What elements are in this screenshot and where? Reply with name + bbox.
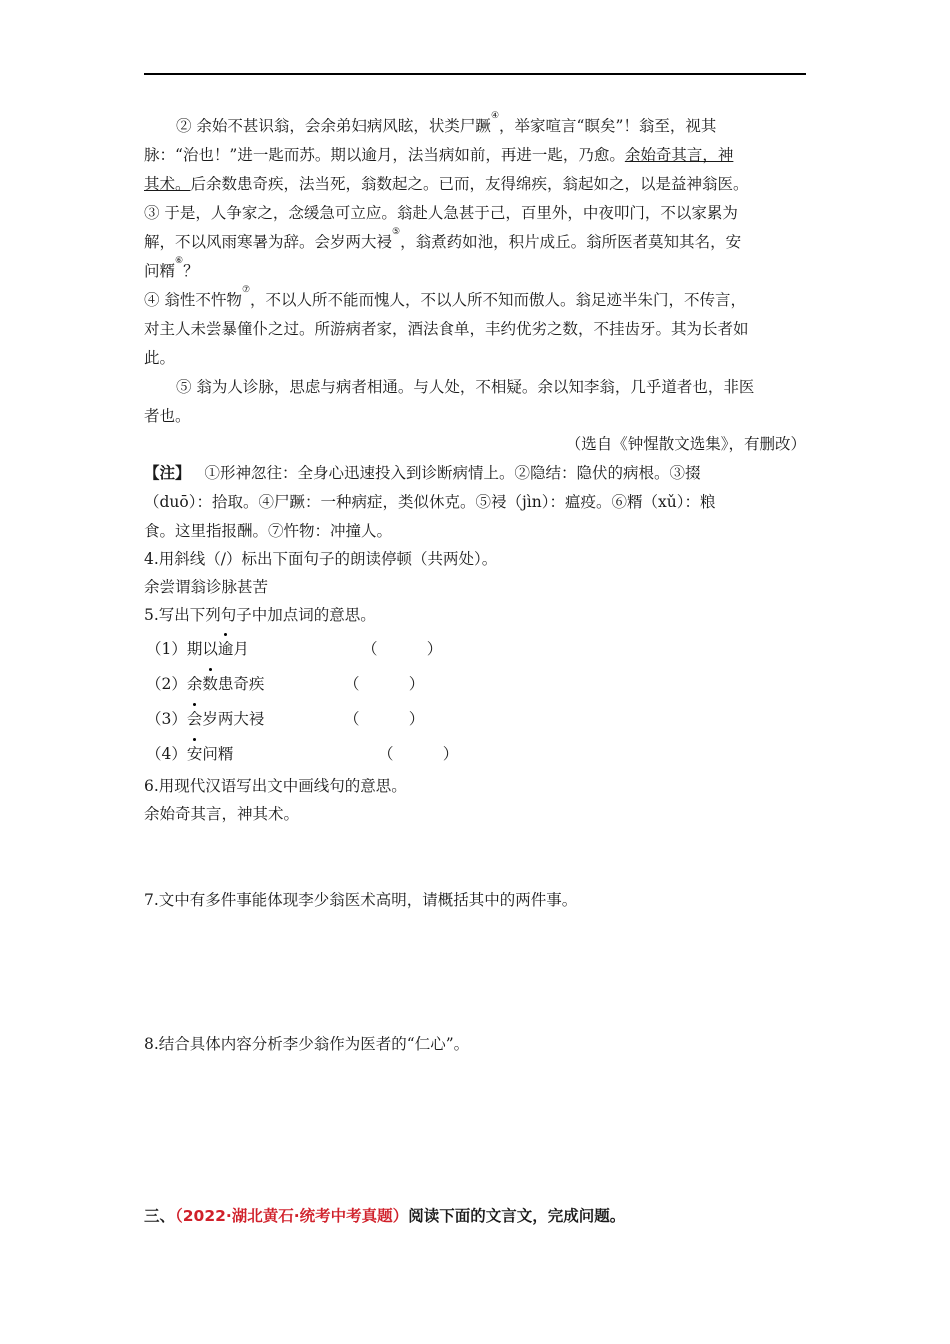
answer-blank[interactable]: （ ） (362, 640, 443, 658)
answer-blank[interactable]: （ ） (344, 675, 425, 693)
dotted-word: 安 (187, 742, 203, 764)
dotted-word: 会 (187, 707, 203, 729)
section-3-source: （2022·湖北黄石·统考中考真题） (175, 1207, 409, 1225)
passage-p5-line1: ⑤ 翁为人诊脉，思虑与病者相通。与人处，不相疑。余以知李翁，几乎道者也，非医 (176, 378, 755, 396)
question-5: 5.写出下列句子中加点词的意思。 (144, 606, 376, 624)
question-4-sentence: 余尝谓翁诊脉甚苦 (144, 578, 269, 596)
passage-p3-line3: 问糈⑥？ (144, 256, 199, 280)
question-6: 6.用现代汉语写出文中画线句的意思。 (144, 777, 407, 795)
answer-blank[interactable]: （ ） (344, 710, 425, 728)
passage-source: （选自《钟惺散文选集》，有删改） (565, 435, 806, 453)
question-6-sentence: 余始奇其言，神其术。 (144, 805, 300, 823)
notes-line3: 食。这里指报酬。⑦忤物：冲撞人。 (144, 522, 393, 540)
passage-p2-line2: 脉：“治也！”进一匙而苏。期以逾月，法当病如前，再进一匙，乃愈。余始奇其言，神 (144, 146, 734, 164)
q5-item-3: （3）会岁两大祲 (146, 707, 264, 729)
answer-blank[interactable]: （ ） (378, 745, 459, 763)
question-8: 8.结合具体内容分析李少翁作为医者的“仁心”。 (144, 1035, 470, 1053)
section-3-heading: 三、（2022·湖北黄石·统考中考真题）阅读下面的文言文，完成问题。 (144, 1207, 626, 1225)
dotted-word: 逾 (218, 637, 234, 659)
notes-label: 【注】 (144, 464, 191, 482)
dotted-word: 数 (202, 672, 218, 694)
passage-p3-line2: 解，不以风雨寒暑为辞。会岁两大祲⑤，翁煮药如池，积片成丘。翁所医者莫知其名，安 (144, 227, 742, 251)
underlined-sentence-part1: 余始奇其言，神 (624, 146, 734, 164)
q5-item-4: （4）安问糈 (146, 742, 233, 764)
passage-p2-line3: 其术。后余数患奇疾，法当死，翁数起之。已而，友得绵疾，翁起如之，以是益神翁医。 (144, 175, 749, 193)
passage-p3-line1: ③ 于是，人争家之，念缓急可立应。翁赴人急甚于己，百里外，中夜叩门，不以家累为 (144, 204, 738, 222)
passage-p4-line1: ④ 翁性不忤物⑦，不以人所不能而愧人，不以人所不知而傲人。翁足迹半朱门，不传言， (144, 285, 747, 309)
q5-item-1: （1）期以逾月 (146, 637, 249, 659)
header-rule (144, 73, 806, 75)
passage-p4-line3: 此。 (144, 349, 176, 367)
passage-p5-line2: 者也。 (144, 407, 191, 425)
notes-line1: 【注】 ①形神忽往：全身心迅速投入到诊断病情上。②隐结：隐伏的病根。③掇 (144, 464, 701, 482)
passage-p2-line1: ② 余始不甚识翁，会余弟妇病风眩，状类尸蹶④，举家喧言“瞑矣”！翁至，视其 (176, 111, 717, 135)
q5-item-2: （2）余数患奇疾 (146, 672, 264, 694)
passage-p4-line2: 对主人未尝暴僮仆之过。所游病者家，酒法食单，丰约优劣之数，不挂齿牙。其为长者如 (144, 320, 749, 338)
question-4: 4.用斜线（/）标出下面句子的朗读停顿（共两处）。 (144, 550, 498, 568)
question-7: 7.文中有多件事能体现李少翁医术高明，请概括其中的两件事。 (144, 891, 578, 909)
notes-line2: （duō）：拾取。④尸蹶：一种病症，类似休克。⑤祲（jìn）：瘟疫。⑥糈（xǔ）：粮 (144, 493, 716, 511)
underlined-sentence-part2: 其术。 (144, 175, 191, 193)
